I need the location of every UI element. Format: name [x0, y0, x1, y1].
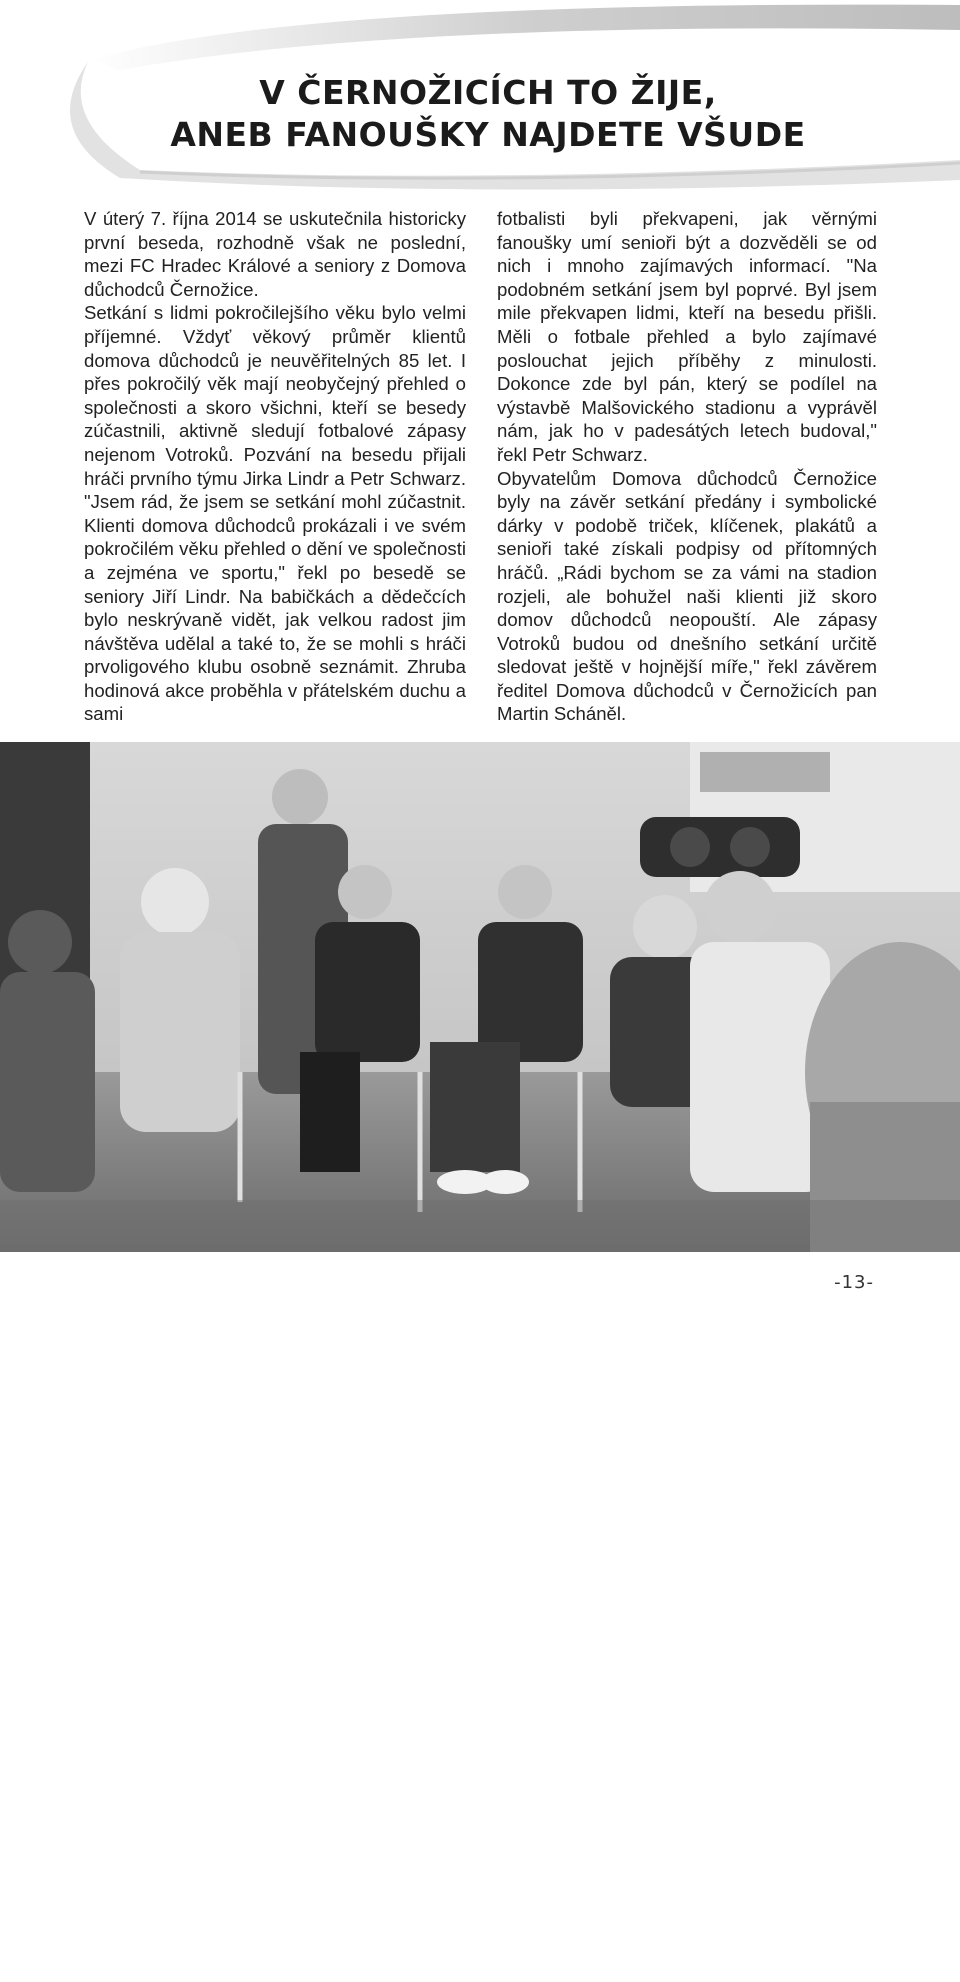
- article-column-left: [84, 207, 466, 726]
- article-column-right: [497, 207, 877, 726]
- paragraph: Setkání s lidmi pokročilejšího věku bylo velmi příjemné. Vždyť věkový průměr klientů domova důchodců je neuvěřitelných 85 let. I přes pokročilý věk mají neobyčejný přehled o společnosti a skoro všichni, kteří se besedy zúčastnili, aktivně sledují fotbalové zápasy nejenom Votroků. Pozvání na besedu přijali hráči prvního týmu Jirka Lindr a Petr Schwarz. "Jsem rád, že jsem se setkání mohl zúčastnit. Klienti domova důchodců prokázali i ve svém pokročilém věku přehled o dění ve společnosti a zejména ve sportu," řekl po besedě se seniory Jiří Lindr. Na babičkách a dědečcích bylo neskrývaně vidět, jak velkou radost jim návštěva udělal a také to, že se mohli s hráči prvoligového klubu osobně seznámit. Zhruba hodinová akce proběhla v přátelském duchu a sami: [84, 302, 466, 725]
- paragraph: V úterý 7. října 2014 se uskutečnila historicky první beseda, rozhodně však ne poslední, mezi FC Hradec Králové a seniory z Domova důchodců Černožice.: [84, 208, 466, 300]
- paragraph: Obyvatelům Domova důchodců Černožice byly na závěr setkání předány i symbolické dárky v podobě triček, klíčenek, plakátů a senioři také získali podpisy od přítomných hráčů. „Rádi bychom se za vámi na stadion rozjeli, ale bohužel naši klienti již skoro domov důchodců neopouští. Ale zápasy Votroků budou od dnešního setkání určitě sledovat ještě v hojnější míře," řekl závěrem ředitel Domova důchodců v Černožicích pan Martin Scháněl.: [497, 467, 877, 725]
- photo-illustration: [0, 742, 960, 1252]
- photo-caption: Jiří Lindr a Petr Schwarz seniorům trpělivě odpovídali.: [86, 1961, 563, 1981]
- article-title: [108, 72, 868, 156]
- title-line-2: ANEB FANOUŠKY NAJDETE VŠUDE: [170, 115, 806, 154]
- title-line-1: V ČERNOŽICÍCH TO ŽIJE,: [259, 73, 717, 112]
- page-number: -13-: [834, 1272, 874, 1293]
- paragraph: fotbalisti byli překvapeni, jak věrnými fanoušky umí senioři být a dozvěděli se od nich i mnoho zajímavých informací. "Na podobném setkání jsem byl poprvé. Byl jsem mile překvapen lidmi, kteří na besedu přišli. Měli o fotbale přehled a bylo zajímavé poslouchat jejich příběhy z minulosti. Dokonce zde byl pán, který se podílel na výstavbě Malšovického stadionu a vyprávěl nám, jak ho v padesátých letech budoval," řekl Petr Schwarz.: [497, 208, 877, 465]
